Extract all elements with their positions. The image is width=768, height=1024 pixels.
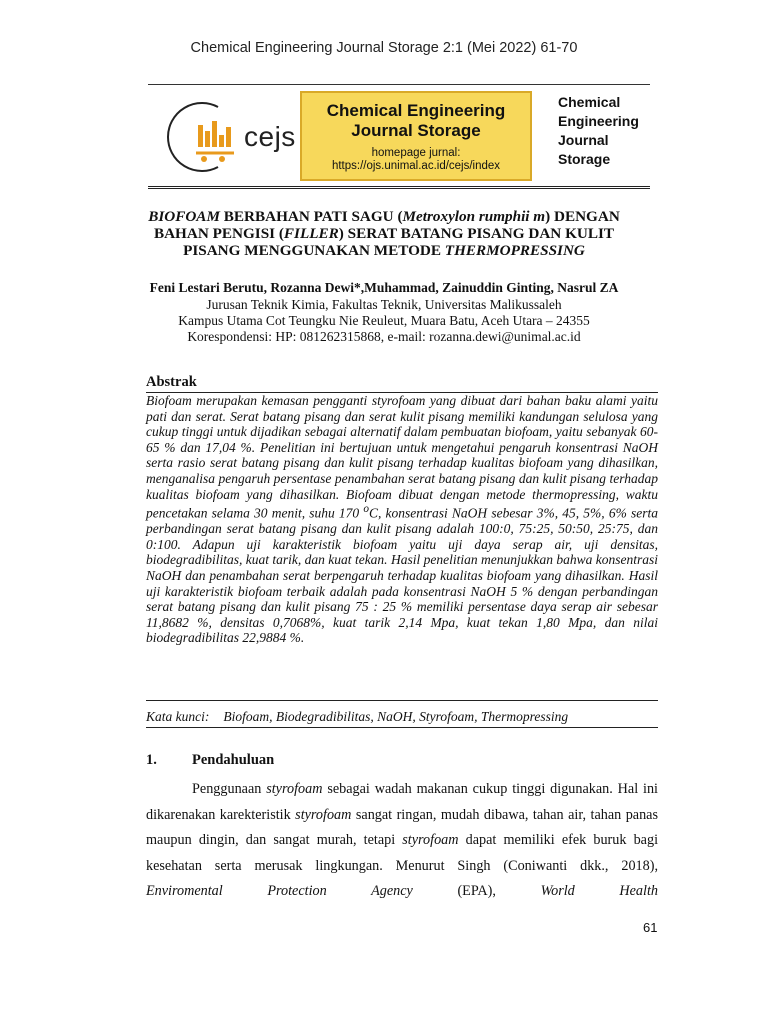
body-part: sebagai wadah makanan cukup tinggi digunakan. Hal ini dikarenakan karekteristik [146,781,658,823]
section-number: 1. [146,752,157,768]
box-title-line2: Journal Storage [351,121,481,140]
degree-sup: o [363,503,369,516]
box-title-line1: Chemical Engineering [326,101,506,120]
journal-banner [148,89,658,185]
correspondence: Korespondensi: HP: 081262315868, e-mail: rozanna.dewi@unimal.ac.id [187,329,581,344]
keywords-rule [146,727,658,728]
title-part: ) SERAT BATANG PISANG DAN KULIT PISANG MENGGUNAKAN METODE [183,225,615,259]
title-part: FILLER [283,225,339,242]
authors: Feni Lestari Berutu, Rozanna Dewi*,Muhammad, Zainuddin Ginting, Nasrul ZA [149,280,619,295]
running-header: Chemical Engineering Journal Storage 2:1 (Mei 2022) 61-70 [190,40,578,56]
affiliation-line2: Kampus Utama Cot Teungku Nie Reuleut, Muara Batu, Aceh Utara – 24355 [178,313,590,328]
logo-text: cejs [244,121,296,152]
title-part: BIOFOAM [148,208,220,225]
body-part: styrofoam [266,781,323,797]
article-title [130,208,638,259]
affiliation-line1: Jurusan Teknik Kimia, Fakultas Teknik, Universitas Malikussaleh [206,297,562,312]
right-line2: Engineering [558,113,639,129]
keywords [146,709,658,725]
title-part: ) DENGAN BAHAN PENGISI ( [153,208,620,242]
title-part: BERBAHAN PATI SAGU ( [219,208,403,225]
section-heading [146,752,274,769]
body-part: styrofoam [402,832,459,849]
body-part: Enviromental Protection Agency [146,883,413,900]
body-paragraph [146,777,658,905]
abstract-text [146,393,658,646]
right-line3: Journal [558,132,609,148]
body-part: styrofoam [295,806,352,823]
keywords-value: Biofoam, Biodegradibilitas, NaOH, Styrofoam, Thermopressing [223,709,569,724]
body-part: (EPA), [412,883,541,900]
body-part: sangat ringan, mudah dibawa, tahan air, tahan panas maupun dingin, dan sangat murah, tetapi [146,806,659,849]
abstract-rule-bottom [146,700,658,701]
page-number: 61 [643,920,658,935]
keywords-label: Kata kunci: [146,709,210,724]
section-title: Pendahuluan [192,752,275,768]
body-part: World Health [540,883,659,900]
cejs-logo [160,95,296,179]
homepage-label: homepage jurnal: [371,147,461,159]
header-rule [148,84,650,85]
title-part: Metroxylon rumphii m [402,208,546,225]
abstract-heading: Abstrak [146,374,197,390]
title-part: THERMOPRESSING [444,242,585,259]
journal-box-title [302,101,530,141]
abstract-part: Biofoam merupakan kemasan pengganti styrofoam yang dibuat dari bahan baku alami yaitu pati dan serat. Serat batang pisang dan serat kulit pisang memiliki kandungan selulosa yang cukup tinggi untuk dijadikan sebagai alternatif dalam pembuatan biofoam, yaitu sebanyak 60-65 % dan 17,04 %. Penelitian ini bertujuan untuk mengetahui pengaruh konsentrasi NaOH serta rasio serat batang pisang dan kulit pisang terhadap kualitas biofoam yang dihasilkan, menganalisa pengaruh persentase penambahan serat batang pisang dan kulit pisang terhadap kualitas biofoam yang dihasilkan. Biofoam dibuat dengan metode thermopressing, waktu pencetakan selama 30 menit, suhu 170 [146,393,658,521]
right-line1: Chemical [558,94,621,110]
banner-rule [148,186,650,189]
abstract-part: C, konsentrasi NaOH sebesar 3%, 45, 5%, 6% serta perbandingan serat batang pisang dan kulit pisang adalah 100:0, 75:25, 50:50, 25:75, dan 0:100. Adapun uji karakteristik biofoam yaitu uji daya serap air, uji densitas, biodegradibilitas, kuat tarik, dan kuat tekan. Hasil penelitian menunjukkan bahwa konsentrasi NaOH dan penambahan serat berpengaruh terhadap kualitas biofoam yang dihasilkan. Hasil uji karakteristik biofoam terbaik adalah pada konsentrasi NaOH 5 % dengan perbandingan serat batang pisang dan kulit pisang 75 : 25 % memiliki persentase daya serap air sebesar 11,8682 %, densitas 0,7068%, kuat tarik 2,14 Mpa, kuat tekan 1,80 Mpa, dan nilai biodegradibilitas 22,9884 %. [146,505,658,646]
homepage-url[interactable]: https://ojs.unimal.ac.id/cejs/index [331,160,501,172]
body-part: dapat memiliki efek buruk bagi kesehatan serta merusak lingkungan. Menurut Singh (Coniwanti dkk., 2018), [146,832,659,874]
body-part: Penggunaan [192,781,267,797]
journal-title-box [300,91,532,181]
right-line4: Storage [558,151,611,167]
journal-name-right [558,93,668,169]
